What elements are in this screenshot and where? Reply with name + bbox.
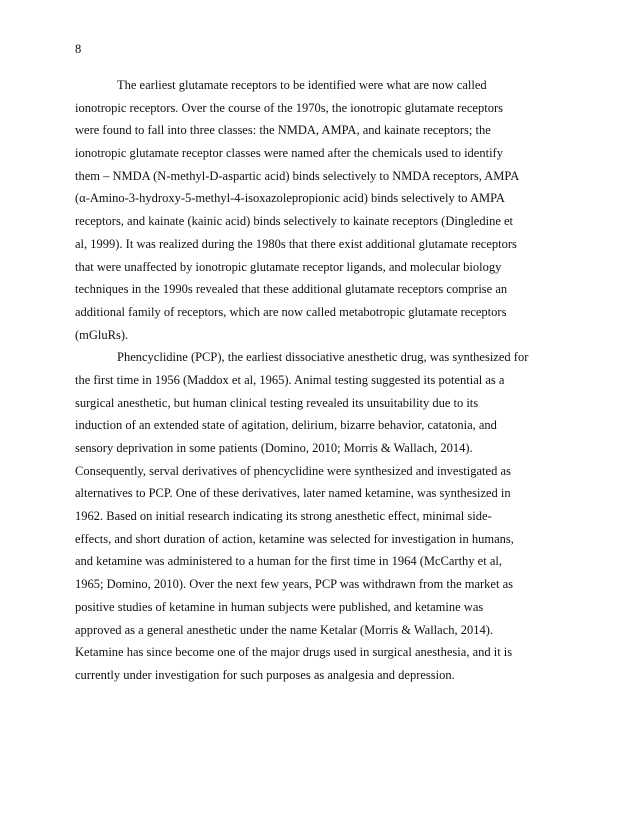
text-line: surgical anesthetic, but human clinical testing revealed its unsuitability due to its	[75, 395, 479, 410]
text-line: al, 1999). It was realized during the 1980s that there exist additional glutamate receptors	[75, 236, 517, 251]
text-line: effects, and short duration of action, ketamine was selected for investigation in humans,	[75, 531, 514, 546]
body-text	[75, 74, 565, 687]
text-line: the first time in 1956 (Maddox et al, 1965). Animal testing suggested its potential as a	[75, 372, 505, 387]
page-number: 8	[75, 42, 82, 56]
text-line: Phencyclidine (PCP), the earliest dissociative anesthetic drug, was synthesized for	[117, 350, 529, 365]
text-line: ionotropic receptors. Over the course of the 1970s, the ionotropic glutamate receptors	[75, 100, 503, 115]
text-line: ionotropic glutamate receptor classes were named after the chemicals used to identify	[75, 146, 503, 161]
text-line: that were unaffected by ionotropic glutamate receptor ligands, and molecular biology	[75, 259, 502, 274]
text-line: 1965; Domino, 2010). Over the next few years, PCP was withdrawn from the market as	[75, 577, 513, 592]
text-line: 1962. Based on initial research indicating its strong anesthetic effect, minimal side-	[75, 509, 492, 524]
text-line: alternatives to PCP. One of these derivatives, later named ketamine, was synthesized in	[75, 486, 511, 501]
text-line: (α-Amino-3-hydroxy-5-methyl-4-isoxazolepropionic acid) binds selectively to AMPA	[75, 191, 505, 206]
text-line: Ketamine has since become one of the major drugs used in surgical anesthesia, and it is	[75, 645, 513, 660]
text-line: Consequently, serval derivatives of phencyclidine were synthesized and investigated as	[75, 463, 511, 478]
text-line: positive studies of ketamine in human subjects were published, and ketamine was	[75, 599, 484, 614]
text-line: receptors, and kainate (kainic acid) binds selectively to kainate receptors (Dingledine et	[75, 214, 514, 229]
text-line: them – NMDA (N-methyl-D-aspartic acid) binds selectively to NMDA receptors, AMPA	[75, 168, 520, 183]
text-line: additional family of receptors, which are now called metabotropic glutamate receptors	[75, 304, 507, 319]
text-line: The earliest glutamate receptors to be identified were what are now called	[117, 78, 487, 92]
text-line: induction of an extended state of agitation, delirium, bizarre behavior, catatonia, and	[75, 418, 497, 433]
text-line: techniques in the 1990s revealed that these additional glutamate receptors comprise an	[75, 282, 508, 297]
text-line: and ketamine was administered to a human for the first time in 1964 (McCarthy et al,	[75, 554, 502, 569]
text-line: currently under investigation for such purposes as analgesia and depression.	[75, 667, 455, 682]
text-line: (mGluRs).	[75, 327, 129, 342]
text-line: approved as a general anesthetic under the name Ketalar (Morris & Wallach, 2014).	[75, 622, 494, 637]
text-line: were found to fall into three classes: the NMDA, AMPA, and kainate receptors; the	[75, 123, 491, 138]
text-line: sensory deprivation in some patients (Domino, 2010; Morris & Wallach, 2014).	[75, 441, 473, 455]
